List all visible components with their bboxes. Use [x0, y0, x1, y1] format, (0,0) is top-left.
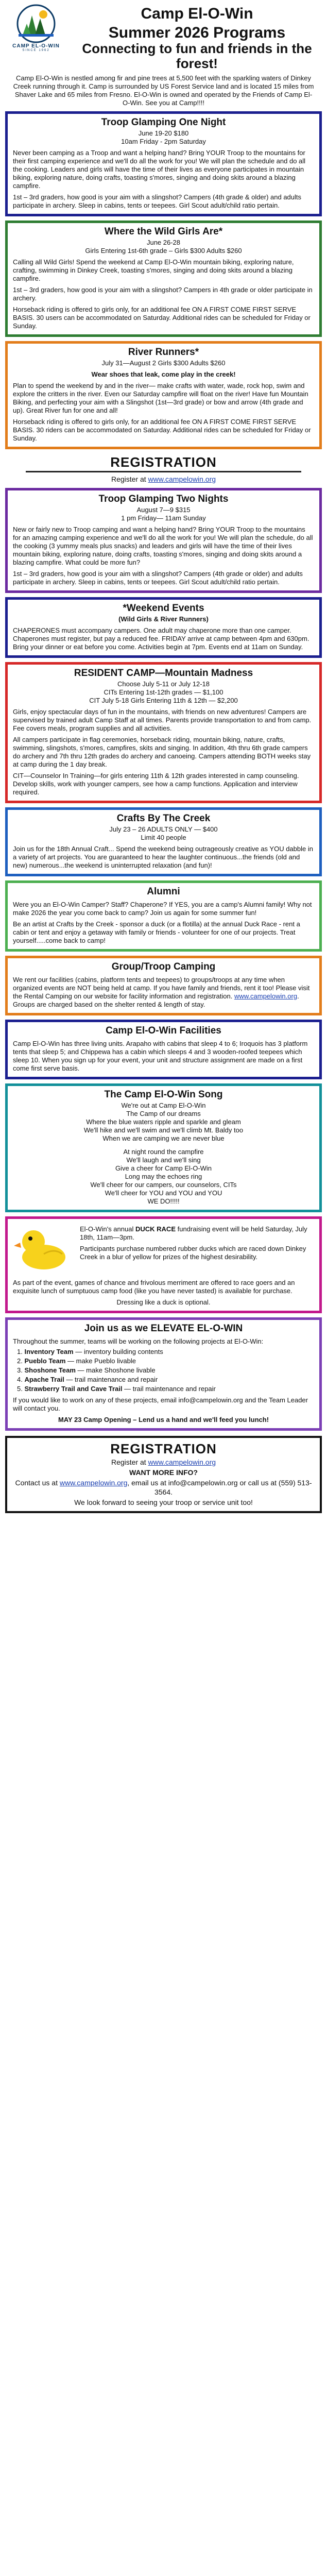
event-times: 10am Friday - 2pm Saturday [121, 138, 206, 145]
title-block [72, 3, 322, 71]
item-number: 2. [17, 1357, 23, 1365]
resident-camp-section [5, 662, 322, 803]
song-lyric: We'll cheer for our campers, our counselors, CITs [90, 1181, 237, 1189]
section-body: Join us for the 18th Annual Craft... Spend the weekend being outrageously creative as YOU dabble in a variety of art projects. You are guaranteed to hear the laughter continuous...the friends (old and new) numerous...the weekend is uninterrupted relaxation (and fun)! [13, 845, 313, 869]
page-title: Camp El-O-Win [141, 5, 253, 22]
event-dates: June 19-20 $180 [138, 129, 189, 137]
list-item [17, 1385, 314, 1393]
song-lyric: When we are camping we are never blue [102, 1134, 225, 1142]
section-body: 1st – 3rd graders, how good is your aim with a slingshot? Campers (4th grade or older) and adults participate in archery. Sleep in cabins, tents or teepees. Girl Scout adult/child ratio pertain. [13, 570, 303, 586]
footer-more-info: WANT MORE INFO? [129, 1468, 198, 1477]
camp-song-section [5, 1083, 322, 1212]
section-body: All campers participate in flag ceremonies, horseback riding, mountain biking, nature, crafts, swimming, slingshots, s'mores, campfires, skits and singing. In addition, 4th thru 6th grade campers do archery and 7th thru 12th grades do archery and canoeing. Campers attending BOTH weeks stay at camp during the 1 day break. [13, 736, 311, 768]
section-body: We rent our facilities (cabins, platform tents and teepees) to groups/troops at any time when organized events are NOT being held at camp. If you have family and friends, rent it too! Please visit the Rental Camping on our website for facility information and registration. www.campelowin.org. Groups are charged based on the shelter rented & length of stay. [13, 976, 310, 1008]
event-times: 1 pm Friday— 11am Sunday [121, 514, 206, 522]
duck-race-highlight: DUCK RACE [135, 1225, 176, 1233]
section-body: If you would like to work on any of these projects, email info@campelowin.org and the Team Leader will contact you. [13, 1396, 308, 1412]
footer-contact-link[interactable]: www.campelowin.org [59, 1479, 128, 1487]
song-lyric: We'll hike and we'll swim and we'll climb Mt. Baldy too [83, 1126, 244, 1134]
registration-banner [5, 454, 322, 484]
footer-title: REGISTRATION [110, 1441, 217, 1456]
tagline: Connecting to fun and friends in the forest! [82, 41, 312, 71]
website-link[interactable]: www.campelowin.org [234, 992, 298, 1000]
section-highlight: Wear shoes that leak, come play in the creek! [91, 370, 236, 378]
session-info: CITs Entering 1st-12th grades — $1,100 [104, 688, 223, 696]
song-lyric: We'll cheer for YOU and YOU and YOU [105, 1189, 222, 1197]
item-desc: — make Shoshone livable [75, 1366, 156, 1374]
footer-contact-text: Contact us at [15, 1479, 58, 1487]
section-title: Crafts By The Creek [116, 813, 211, 824]
footer-closing: We look forward to seeing your troop or service unit too! [74, 1498, 253, 1506]
duck-race-intro: El-O-Win's annual [80, 1225, 134, 1233]
footer-register-link[interactable]: www.campelowin.org [148, 1458, 216, 1466]
list-item [17, 1348, 314, 1356]
item-desc: — trail maintenance and repair [122, 1385, 216, 1393]
section-body: As part of the event, games of chance and frivolous merriment are offered to race goers and an exquisite lunch of sumptuous camp food (like you have never tasted) is available for purchase. [13, 1279, 295, 1295]
crafts-by-the-creek-section [5, 807, 322, 876]
section-title: Alumni [147, 886, 180, 897]
event-limit: Limit 40 people [141, 834, 186, 841]
song-lyric: Long may the echoes ring [125, 1173, 202, 1180]
footer-contact [12, 1478, 315, 1497]
section-body-text: We rent our facilities (cabins, platform tents and teepees) to groups/troops at any time when organized events are NOT being held at camp. If you have family and friends, rent it too! Please visit the Rental Camping on our website for facility information and registration. [13, 976, 310, 1000]
song-spacer [13, 1143, 314, 1148]
session-info: Choose July 5-11 or July 12-18 [117, 680, 210, 688]
section-body: Were you an El-O-Win Camper? Staff? Chaperone? If YES, you are a camp's Alumni family! Why not make 2026 the year you come back to camp? Join us again for some summer fun! [13, 901, 312, 917]
section-closing: MAY 23 Camp Opening – Lend us a hand and we'll feed you lunch! [58, 1416, 269, 1423]
list-item [17, 1357, 314, 1365]
section-title: Troop Glamping Two Nights [98, 494, 229, 504]
song-lyric: The Camp of our dreams [126, 1110, 201, 1117]
song-lyric: We'll laugh and we'll sing [126, 1156, 201, 1164]
section-title: Troop Glamping One Night [101, 117, 226, 128]
section-body: 1st – 3rd graders, how good is your aim with a slingshot? Campers in 4th grade or older participate in archery. [13, 286, 313, 302]
section-body: Be an artist at Crafts by the Creek - sponsor a duck (or a flotilla) at the annual Duck Race - rent a cabin or tent and enjoy a getaway with family or friends - volunteer for one of our projects. Treat yourself.....come back to camp! [13, 920, 300, 944]
item-name: Apache Trail [24, 1376, 64, 1383]
event-dates: July 31—August 2 Girls $300 Adults $260 [101, 359, 226, 367]
section-body: CIT—Counselor In Training—for girls entering 11th & 12th grades interested in camp counseling. Develop skills, work with younger campers, see how a camp functions. Application and interview required. [13, 772, 299, 796]
section-title: Join us as we ELEVATE EL-O-WIN [84, 1323, 243, 1334]
pine-trees-icon [11, 3, 61, 43]
section-body: Girls, enjoy spectacular days of fun in the mountains, with friends on new adventures! Campers are supervised by trained adult Camp Staff at all times. Parents provide transportation to and from camp. Fee covers meals, program supplies and all activities. [13, 708, 312, 732]
event-prices: Girls Entering 1st-6th grade – Girls $300 Adults $260 [85, 247, 242, 255]
item-desc: — trail maintenance and repair [64, 1376, 158, 1383]
song-lyric: WE DO!!!!! [147, 1197, 180, 1205]
section-body: Camp El-O-Win has three living units. Arapaho with cabins that sleep 4 to 6; Iroquois has 3 platform tents that sleep 5; and Chippewa has a cabin which sleeps 4 and 3 wooden-roofed teepees which sleep 10. When you sign up for your event, your unit and structure assignment are made on a first come first serve basis. [13, 1040, 308, 1072]
duck-race-intro-end: fundraising event will be held Saturday, July 18th, 11am—3pm. [80, 1225, 307, 1241]
item-name: Pueblo Team [24, 1357, 66, 1365]
registration-link[interactable]: www.campelowin.org [148, 475, 216, 483]
section-title: River Runners* [128, 347, 199, 358]
list-item [17, 1366, 314, 1375]
song-lyric: We're out at Camp El-O-Win [121, 1101, 206, 1109]
weekend-events-section [5, 597, 322, 658]
header [5, 3, 322, 71]
river-runners-section [5, 341, 322, 449]
section-body: Horseback riding is offered to girls only, for an additional fee ON A FIRST COME FIRST SERVE BASIS. 30 riders can be accommodated on Saturday. Additional rides can be scheduled for Friday or Sunday. [13, 418, 311, 442]
logo-subtext: SINCE 1962 [22, 49, 50, 52]
section-body: Never been camping as a Troop and want a helping hand? Bring YOUR Troop to the mountains for their first camping experience and we'll do all the work for you! We will plan the schedule and do all the cooking. Leaders and girls will have the time of their lives as everyone participates in mountain biking, exploring nature, doing crafts, toasting s'mores, singing and doing skits around a blazing campfire. [13, 149, 306, 190]
event-dates: August 7—9 $315 [136, 506, 191, 514]
session-info: CIT July 5-18 Girls Entering 11th & 12th — $2,200 [89, 697, 238, 704]
rubber-duck-icon [13, 1222, 75, 1276]
section-body [80, 1225, 314, 1242]
item-number: 4. [17, 1376, 23, 1383]
section-body: CHAPERONES must accompany campers. One adult may chaperone more than one camper. Chaperones must register, but pay a reduced fee. FRIDAY arrive at camp between 4pm and 630pm. Bring your dinner or eat before you come. Activities begin at 7pm. Events end at 11am on Sunday. [13, 626, 309, 651]
section-body: Plan to spend the weekend by and in the river— make crafts with water, wade, rock hop, swim and explore the critters in the river. Even our Saturday campfire will float on the river! Have fun Mountain Biking, and perfecting your aim with a Slingshot (1st—3rd grade) or bow and arrow (4th grade and up). Great River fun for one and all! [13, 382, 308, 414]
facilities-section [5, 1020, 322, 1079]
section-body: Calling all Wild Girls! Spend the weekend at Camp El-O-Win mountain biking, exploring nature, crafting, swimming in Dinkey Creek, toasting s'mores, singing and doing skits around a blazing campfire. [13, 258, 294, 282]
footer-register-line [12, 1458, 315, 1467]
registration-text: Register at [111, 475, 146, 483]
event-dates: July 23 – 26 ADULTS ONLY — $400 [109, 825, 218, 833]
item-desc: — make Pueblo livable [65, 1357, 136, 1365]
section-subtitle: (Wild Girls & River Runners) [118, 615, 209, 623]
page-subtitle: Summer 2026 Programs [108, 24, 286, 41]
event-dates: June 26-28 [146, 239, 181, 246]
item-name: Strawberry Trail and Cave Trail [24, 1385, 123, 1393]
footer-contact-text-end: , email us at info@campelowin.org or call us at (559) 513-3564. [127, 1479, 312, 1496]
elevate-section [5, 1317, 322, 1431]
intro-text: Camp El-O-Win is nestled among fir and pine trees at 5,500 feet with the sparkling waters of Dinkey Creek running through it. Camp is surrounded by US Forest Service land and is located 15 miles from Shaver Lake and 65 miles from Fresno. El-O-Win is owned and operated by the Friends of Camp El-O-Win. See you at Camp!!!! [13, 74, 314, 107]
footer-registration [5, 1436, 322, 1513]
logo-text: CAMP EL-O-WIN [12, 43, 60, 49]
section-body: New or fairly new to Troop camping and want a helping hand? Bring YOUR Troop to the mountains for an amazing camping experience and we'll do all the work for you! We will plan the schedule, do all the cooking (3 yummy meals plus snacks) and leaders and girls will have the time of their lives mountain biking, exploring nature, doing crafts, toasting s'mores, singing and doing skits around a blazing campfire. What could be more fun? [13, 526, 313, 566]
section-body: Dressing like a duck is optional. [116, 1298, 211, 1306]
registration-line [5, 474, 322, 484]
section-body-text: Groups are charged based on the shelter rented & length of stay. [13, 1001, 205, 1008]
item-number: 5. [17, 1385, 23, 1393]
alumni-section [5, 880, 322, 952]
section-title: *Weekend Events [123, 603, 204, 614]
item-name: Inventory Team [24, 1348, 74, 1355]
duck-race-section [5, 1216, 322, 1313]
camp-logo [5, 3, 67, 52]
section-body: Horseback riding is offered to girls only, for an additional fee ON A FIRST COME FIRST SERVE BASIS. 30 users can be accommodated on Saturday. Additional rides can be scheduled for Friday or Sunday. [13, 306, 311, 330]
registration-title: REGISTRATION [110, 454, 217, 470]
song-lyric: At night round the campfire [123, 1148, 204, 1156]
troop-glamping-one-night-section [5, 111, 322, 216]
wild-girls-section [5, 221, 322, 337]
section-title: Camp El-O-Win Facilities [106, 1025, 221, 1036]
list-item [17, 1376, 314, 1384]
section-body: 1st – 3rd graders, how good is your aim with a slingshot? Campers (4th grade & older) and adults participate in archery. Sleep in cabins, tents or teepees. Girl Scout adult/child ratio pertain. [13, 193, 302, 209]
section-title: RESIDENT CAMP—Mountain Madness [74, 668, 253, 679]
footer-register-text: Register at [111, 1458, 146, 1466]
item-number: 3. [17, 1366, 23, 1374]
divider [26, 471, 301, 472]
item-name: Shoshone Team [24, 1366, 76, 1374]
item-number: 1. [17, 1348, 23, 1355]
section-body: Throughout the summer, teams will be working on the following projects at El-O-Win: [13, 1337, 264, 1345]
song-lyric: Where the blue waters ripple and sparkle and gleam [86, 1118, 241, 1126]
section-title: Where the Wild Girls Are* [104, 226, 223, 237]
item-desc: — inventory building contents [73, 1348, 163, 1355]
song-lyric: Give a cheer for Camp El-O-Win [115, 1164, 212, 1172]
section-body: Participants purchase numbered rubber ducks which are raced down Dinkey Creek in a blur of yellow for prizes of the highest desirability. [80, 1245, 306, 1261]
section-title: Group/Troop Camping [111, 961, 216, 972]
section-title: The Camp El-O-Win Song [104, 1089, 223, 1100]
troop-glamping-two-nights-section [5, 488, 322, 593]
project-list [13, 1348, 314, 1393]
group-camping-section [5, 956, 322, 1015]
